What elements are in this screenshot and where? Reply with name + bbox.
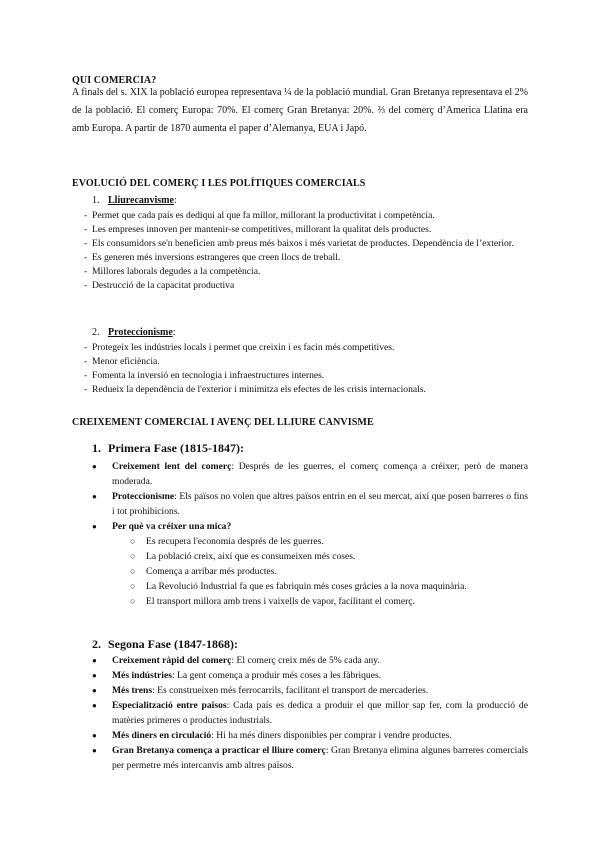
list-item (72, 223, 528, 237)
bullet-marker: ● (92, 746, 97, 755)
bold-term: Creixement ràpid del comerç (112, 655, 232, 666)
list-item (72, 279, 528, 293)
dash-marker: - (84, 224, 88, 235)
list-item (92, 459, 528, 489)
bullet-marker: ● (92, 731, 97, 740)
list-item-text: : Gran Bretanya elimina algunes barreres comercials per permetre més intercanvis amb altres països. (112, 745, 528, 771)
sublist-item (130, 534, 530, 549)
phase-title: Segona Fase (1847-1868): (108, 637, 238, 651)
sublist-item (130, 579, 530, 594)
dash-marker: - (84, 266, 88, 277)
list-item-text: Les empreses innoven per mantenir-se competitives, millorant la qualitat dels productes. (92, 224, 432, 235)
dash-marker: - (84, 384, 88, 395)
list-item (92, 683, 528, 698)
list-item (72, 265, 528, 279)
bullet-marker: ● (92, 492, 97, 501)
list-item-text: : Es construeixen més ferrocarrils, facilitant el transport de mercaderies. (152, 685, 429, 696)
dash-marker: - (84, 238, 88, 249)
list-item-text: Fomenta la inversió en tecnologia i infraestructures internes. (92, 370, 325, 381)
bullet-marker: ● (92, 671, 97, 680)
list-item (92, 519, 528, 534)
bullet-marker: ● (92, 701, 97, 710)
term-suffix: : (172, 327, 176, 338)
list-item-text: Es generen més inversions estrangeres que creen llocs de treball. (92, 252, 341, 263)
paragraph-qui-comercia: A finals del s. XIX la població europea representava ¼ de la població mundial. Gran Bretanya representava el 2% de la població. El comerç Europa: 70%. El comerç Gran Bretanya: 20%. ⅔ del comerç d’America Llatina era amb Europa. A partir de 1870 aumenta el paper d’Alemanya, EUA i Japó. (72, 87, 528, 134)
list-number: 1. (92, 195, 100, 206)
bullet-marker: ● (92, 522, 97, 531)
list-item-text: : El comerç creix més de 5% cada any. (231, 655, 380, 666)
list-item-text: Protegeix les indústries locals i permet que creixin i es facin més competitives. (92, 342, 395, 353)
bold-term: Per què va créixer una mica? (112, 521, 232, 532)
circle-marker: ○ (130, 551, 136, 561)
dash-marker: - (84, 252, 88, 263)
dash-marker: - (84, 210, 88, 221)
list-item (72, 383, 528, 397)
list-item (72, 355, 528, 369)
bold-term: Gran Bretanya comença a practicar el lliure comerç (112, 745, 326, 756)
phase2-list (92, 653, 528, 773)
list-item-text: Els consumidors se'n beneficien amb preus més baixos i més varietat de productes. Dependència de l’exterior. (92, 238, 514, 249)
dash-marker: - (84, 342, 88, 353)
sublist-item-text: Comença a arribar més productes. (146, 566, 277, 577)
list-item (72, 369, 528, 383)
heading-creixement: CREIXEMENT COMERCIAL I AVENÇ DEL LLIURE CANVISME (72, 417, 374, 428)
bullet-marker: ● (92, 656, 97, 665)
list-item (92, 698, 528, 728)
bold-term: Més indústries (112, 670, 172, 681)
list-item-text: : Després de les guerres, el comerç comença a créixer, però de manera moderada. (112, 461, 528, 487)
circle-marker: ○ (130, 596, 136, 606)
bold-term: Més trens (112, 685, 153, 696)
phase-number: 2. (92, 637, 101, 651)
list-item-text: : Cada país es dedica a produir el que millor sap fer, com la producció de matèries primeres o productes industrials. (112, 700, 528, 726)
term-lliurecanvisme: Lliurecanvisme (108, 195, 174, 206)
list-item-text: Destrucció de la capacitat productiva (92, 280, 235, 291)
sublist-item (130, 549, 530, 564)
phase-title: Primera Fase (1815-1847): (108, 441, 244, 455)
bullet-marker: ● (92, 686, 97, 695)
list-item-text: Redueix la dependència de l'exterior i minimitza els efectes de les crisis internacionals. (92, 384, 426, 395)
heading-evolucio: EVOLUCIÓ DEL COMERÇ I LES POLÍTIQUES COMERCIALS (72, 178, 366, 189)
circle-marker: ○ (130, 581, 136, 591)
bold-term: Proteccionisme (112, 491, 175, 502)
list-item-text: Permet que cada país es dediqui al que fa millor, millorant la productivitat i competència. (92, 210, 435, 221)
term-suffix: : (173, 195, 177, 206)
sublist-item (130, 594, 530, 609)
circle-marker: ○ (130, 536, 136, 546)
list-number: 2. (92, 327, 100, 338)
term-proteccionisme: Proteccionisme (108, 327, 173, 338)
list-item (72, 237, 528, 251)
heading-qui-comercia: QUI COMERCIA? (72, 75, 157, 86)
list-item-text: : La gent comença a produir més coses a les fàbriques. (171, 670, 382, 681)
list-item (72, 251, 528, 265)
phase-number: 1. (92, 441, 101, 455)
list-item (92, 668, 528, 683)
circle-marker: ○ (130, 566, 136, 576)
list-item (72, 341, 528, 355)
proteccionisme-list (72, 341, 528, 397)
dash-marker: - (84, 280, 88, 291)
list-item-text: : Hi ha més diners disponibles per comprar i vendre productes. (211, 730, 452, 741)
list-item (92, 489, 528, 519)
sublist-item-text: La població creix, així que es consumeixen més coses. (146, 551, 356, 562)
phase1-list (92, 459, 528, 534)
list-item-text: Menor eficiència. (92, 356, 160, 367)
dash-marker: - (84, 370, 88, 381)
list-item (72, 209, 528, 223)
list-item-text: : Els països no volen que altres països entrin en el seu mercat, així que posen barreres o fins i tot prohibicions. (112, 491, 528, 517)
sublist-item-text: La Revolució Industrial fa que es fabriquin més coses gràcies a la nova maquinària. (146, 581, 467, 592)
sublist-item-text: El transport millora amb trens i vaixells de vapor, facilitant el comerç. (146, 596, 415, 607)
dash-marker: - (84, 356, 88, 367)
sublist-item-text: Es recupera l'economia després de les guerres. (146, 536, 324, 547)
list-item-text: Millores laborals degudes a la competència. (92, 266, 261, 277)
list-item (92, 653, 528, 668)
phase1-sublist (130, 534, 530, 609)
list-item (92, 743, 528, 773)
sublist-item (130, 564, 530, 579)
bullet-marker: ● (92, 462, 97, 471)
bold-term: Creixement lent del comerç (112, 461, 232, 472)
lliurecanvisme-list (72, 209, 528, 293)
bold-term: Especialització entre països (112, 700, 227, 711)
list-item (92, 728, 528, 743)
bold-term: Més diners en circulació (112, 730, 212, 741)
